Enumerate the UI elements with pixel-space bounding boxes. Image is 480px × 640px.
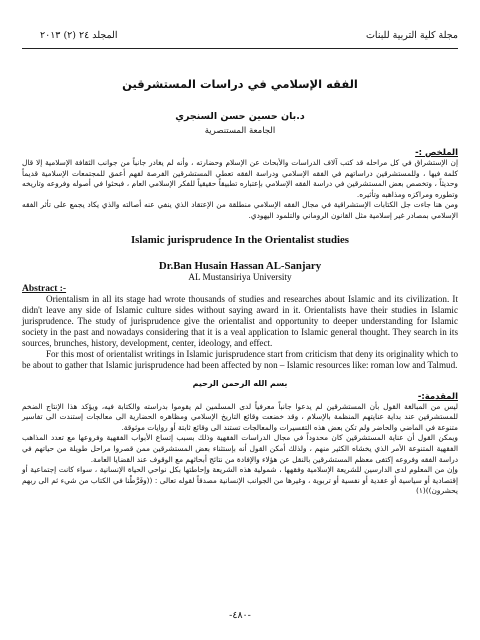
running-header [22, 28, 458, 49]
introduction-paragraph-3: وإن من المعلوم لدى الدارسين للشريعة الإسلامية وفقهها ، شمولية هذه الشريعة وإحاطتها بكل نواحي الحياة الإنسانية ، سواء كانت إجتماعية أو إقتصادية أو سياسية أو عقدية أو نفسية أو تربوية ، وغيرها من الجوانب الإنسانية مصدقاً لقوله تعالى : ((وفَرَّطْنا في الكتاب من شيء ثم الى ربهم يحشرون))(١) [22, 465, 458, 496]
english-affiliation: AL Mustansiriya University [188, 271, 292, 282]
english-abstract-paragraph-1: Orientalism in all its stage had wrote thousands of studies and researches about Islamic and its civilization. It didn't leave any side of Islamic culture sides without saying award in it. Orientalists have their studies in Islamic jurisprudence. The study of jurisprudence give the orientalist and opportunity to deeper understanding for Islamic society in the past and nowadays considering that it is a veal application to Islamic general thought. They search in its sources, brunches, history, development, center, ideology, and effect. [22, 293, 458, 348]
arabic-affiliation: الجامعة المستنصرية [204, 126, 276, 136]
english-title: Islamic jurisprudence In the Orientalist studies [130, 233, 350, 246]
introduction-paragraph-1: ليس من المبالغة القول بأن المستشرقين لم يدعوا جانباً معرفياً لدى المسلمين لم يقوموا بدراسته والكتابة فيه، ويؤكد هذا الإنتاج الضخم للمستشرقين عند بداية عنايتهم المنظمة بالإسلام ، وقد خضعت وقائع التاريخ الإسلامي ومظاهره الحضارية الى معالجات إستندت الى تفاسير متنوعة في الماضي والحاضر ولم تكن بعض هذه التفسيرات والمعالجات تستند الى وقائع ثابتة أو روايات موثوقة. [22, 401, 458, 432]
arabic-author: د.بان حسين حسن السنجري [175, 111, 305, 122]
arabic-abstract-label: الملخص :- [415, 148, 458, 158]
journal-name: مجلة كلية التربية للبنات [365, 30, 458, 41]
introduction-label: المقدمة:- [417, 391, 458, 402]
paper-page [22, 28, 458, 628]
volume-info: المجلد ٢٤ (٢) ٢٠١٣ [40, 30, 118, 41]
english-abstract-label: Abstract :- [22, 283, 67, 294]
arabic-abstract-paragraph-2: ومن هنا جاءت جل الكتابات الإستشراقية في مجال الفقه الإسلامي منطلقة من الإعتقاد الذي ينفي عنه أصالته والذي يكاد يجمع على تأثر الفقه الإسلامي بمصادر غير إسلامية مثل القانون الروماني والتلمود اليهودي. [22, 200, 458, 220]
arabic-abstract-paragraph-1: إن الإستشراق في كل مراحله قد كتب آلاف الدراسات والأبحاث عن الإسلام وحضارته ، وأنه لم يغادر جانباً من جوانب الثقافة الإسلامية إلا قال كلمة فيها ، وللمستشرقين دراساتهم في الفقه الإسلامي ودراسة الفقه تعطي المستشرقين الفرصة لفهم أعمق للمجتمعات الإسلامية قديماً وحديثاً ، وتخصص بعض المستشرقين في دراسة الفقه الإسلامي بإعتباره تطبيقاً حقيقياً للفكر الإسلامي العام ، فبحثوا في أصوله وفروعه وتاريخه وتطوره ومراكزه ومذاهبه وتأثيره. [22, 158, 458, 199]
basmala: بسم الله الرحمن الرحيم [192, 378, 288, 388]
introduction-paragraph-2: ويمكن القول أن عناية المستشرقين كان محدوداً في مجال الدراسات الفقهية وذلك بسبب إتساع الأبواب الفقهية وفروعها مع تعدد المذاهب الفقهية المتنوعة الأمر الذي يخشاه الكثير منهم ، ولذلك أمكن القول أنه بإستثناء بعض المستشرقين ممن قصروا مراحل طويلة من حياتهم في دراسة الفقه وفروعه إكتفى معظم المستشرقين بالنقل عن هؤلاء والإفادة من نتائج أبحاثهم مع الوقوف عند القضايا العامة. [22, 433, 458, 464]
english-abstract-paragraph-2: For this most of orientalist writings in Islamic jurisprudence start from criticism that deny its originality which to be about to gather that Islamic jurisprudence had been affected by non – Islamic resources like: roman low and Talmud. [22, 348, 458, 370]
english-author: Dr.Ban Husain Hassan AL-Sanjary [158, 259, 322, 272]
page-number: -٤٨٠- [229, 610, 251, 621]
arabic-title: الفقه الإسلامي في دراسات المستشرقين [122, 77, 358, 91]
